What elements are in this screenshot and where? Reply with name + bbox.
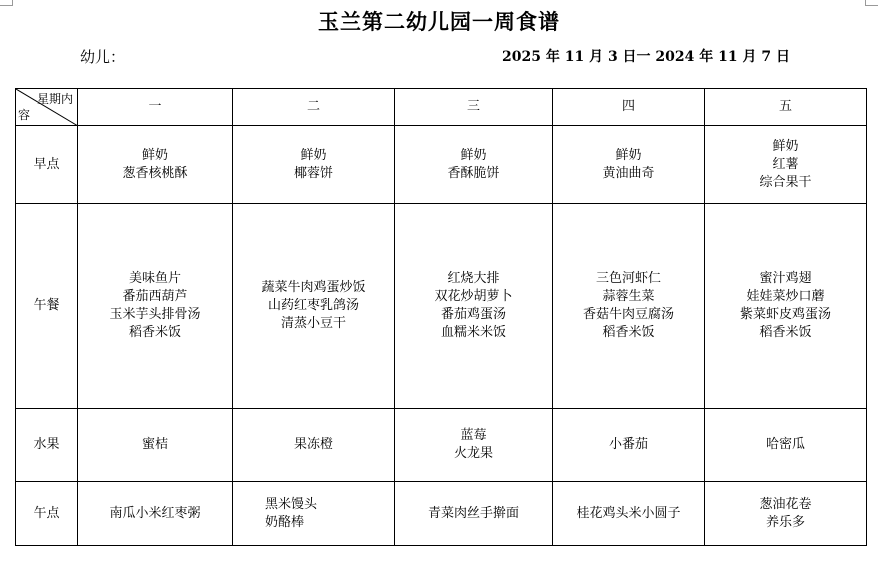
day-header-tue: 二 bbox=[233, 89, 395, 126]
menu-item: 稻香米饭 bbox=[602, 325, 655, 340]
menu-item: 蓝莓 bbox=[460, 428, 487, 443]
corner-header-cell bbox=[16, 89, 78, 126]
menu-cell-breakfast-tue bbox=[233, 126, 395, 204]
menu-item: 鲜奶 bbox=[772, 138, 799, 154]
menu-item: 美味鱼片 bbox=[128, 271, 181, 286]
menu-item: 稻香米饭 bbox=[759, 325, 812, 340]
row-label-breakfast: 早点 bbox=[16, 126, 78, 204]
menu-cell-breakfast-fri bbox=[705, 126, 867, 204]
menu-item: 蒜蓉生菜 bbox=[602, 289, 655, 304]
menu-item: 双花炒胡萝卜 bbox=[434, 289, 513, 304]
corner-header-top: 星期内 bbox=[36, 92, 73, 106]
menu-item: 血糯米米饭 bbox=[440, 325, 506, 340]
header-row bbox=[16, 89, 867, 126]
menu-item: 蜜桔 bbox=[141, 437, 168, 452]
menu-item: 葱香核桃酥 bbox=[122, 165, 188, 181]
menu-item: 椰蓉饼 bbox=[293, 165, 333, 181]
menu-item: 鲜奶 bbox=[300, 147, 327, 163]
menu-cell-lunch-tue bbox=[233, 204, 395, 409]
menu-item: 红薯 bbox=[772, 156, 799, 172]
menu-cell-breakfast-wed bbox=[395, 126, 553, 204]
child-label: 幼儿： bbox=[80, 48, 126, 66]
menu-item: 蔬菜牛肉鸡蛋炒饭 bbox=[261, 280, 366, 295]
menu-cell-lunch-mon bbox=[78, 204, 233, 409]
menu-cell-snack-mon bbox=[78, 482, 233, 546]
menu-item: 番茄西葫芦 bbox=[122, 289, 188, 304]
menu-row-breakfast bbox=[16, 126, 867, 204]
menu-item: 鲜奶 bbox=[141, 147, 168, 163]
corner-header-bottom: 容 bbox=[18, 108, 31, 122]
menu-item: 蜜汁鸡翅 bbox=[759, 271, 812, 286]
menu-item: 红烧大排 bbox=[447, 271, 500, 286]
row-label-lunch: 午餐 bbox=[16, 204, 78, 409]
menu-item: 奶酪棒 bbox=[265, 514, 305, 530]
menu-row-fruit bbox=[16, 409, 867, 482]
menu-item: 山药红枣乳鸽汤 bbox=[267, 298, 359, 313]
menu-item: 葱油花卷 bbox=[759, 496, 812, 512]
menu-item: 桂花鸡头米小圆子 bbox=[576, 505, 681, 521]
menu-cell-snack-wed bbox=[395, 482, 553, 546]
menu-item: 青菜肉丝手擀面 bbox=[427, 505, 519, 521]
menu-cell-fruit-tue bbox=[233, 409, 395, 482]
menu-item: 香菇牛肉豆腐汤 bbox=[582, 307, 674, 322]
menu-item: 清蒸小豆干 bbox=[280, 316, 346, 331]
menu-item: 鲜奶 bbox=[615, 147, 642, 163]
menu-item: 养乐多 bbox=[765, 514, 805, 530]
menu-item: 黄油曲奇 bbox=[602, 165, 655, 181]
menu-item: 果冻橙 bbox=[293, 437, 333, 452]
menu-item: 番茄鸡蛋汤 bbox=[440, 307, 506, 322]
menu-item: 哈密瓜 bbox=[765, 437, 805, 452]
menu-row-lunch bbox=[16, 204, 867, 409]
menu-cell-breakfast-thu bbox=[553, 126, 705, 204]
menu-item: 紫菜虾皮鸡蛋汤 bbox=[739, 307, 831, 322]
date-range: 2025 年 11 月 3 日一 2024 年 11 月 7 日 bbox=[502, 49, 790, 65]
menu-item: 三色河虾仁 bbox=[595, 271, 661, 286]
page-title: 玉兰第二幼儿园一周食谱 bbox=[318, 9, 560, 34]
menu-item: 鲜奶 bbox=[460, 147, 487, 163]
menu-cell-fruit-wed bbox=[395, 409, 553, 482]
menu-item: 黑米馒头 bbox=[265, 496, 318, 512]
menu-item: 玉米芋头排骨汤 bbox=[109, 307, 201, 322]
menu-cell-lunch-wed bbox=[395, 204, 553, 409]
day-header-mon: 一 bbox=[78, 89, 233, 126]
day-header-thu: 四 bbox=[553, 89, 705, 126]
menu-item: 小番茄 bbox=[608, 437, 648, 452]
menu-table bbox=[15, 88, 867, 546]
menu-cell-snack-fri bbox=[705, 482, 867, 546]
menu-item: 综合果干 bbox=[759, 174, 812, 190]
menu-cell-breakfast-mon bbox=[78, 126, 233, 204]
day-header-wed: 三 bbox=[395, 89, 553, 126]
row-label-fruit: 水果 bbox=[16, 409, 78, 482]
menu-cell-fruit-thu bbox=[553, 409, 705, 482]
menu-cell-lunch-thu bbox=[553, 204, 705, 409]
menu-cell-snack-tue bbox=[233, 482, 395, 546]
menu-item: 火龙果 bbox=[453, 446, 493, 461]
menu-item: 香酥脆饼 bbox=[447, 165, 500, 181]
menu-cell-fruit-fri bbox=[705, 409, 867, 482]
menu-item: 南瓜小米红枣粥 bbox=[109, 505, 201, 521]
day-header-fri: 五 bbox=[705, 89, 867, 126]
menu-cell-fruit-mon bbox=[78, 409, 233, 482]
menu-item: 稻香米饭 bbox=[128, 325, 181, 340]
menu-row-snack bbox=[16, 482, 867, 546]
menu-cell-lunch-fri bbox=[705, 204, 867, 409]
menu-cell-snack-thu bbox=[553, 482, 705, 546]
row-label-snack: 午点 bbox=[16, 482, 78, 546]
menu-item: 娃娃菜炒口蘑 bbox=[746, 289, 825, 304]
